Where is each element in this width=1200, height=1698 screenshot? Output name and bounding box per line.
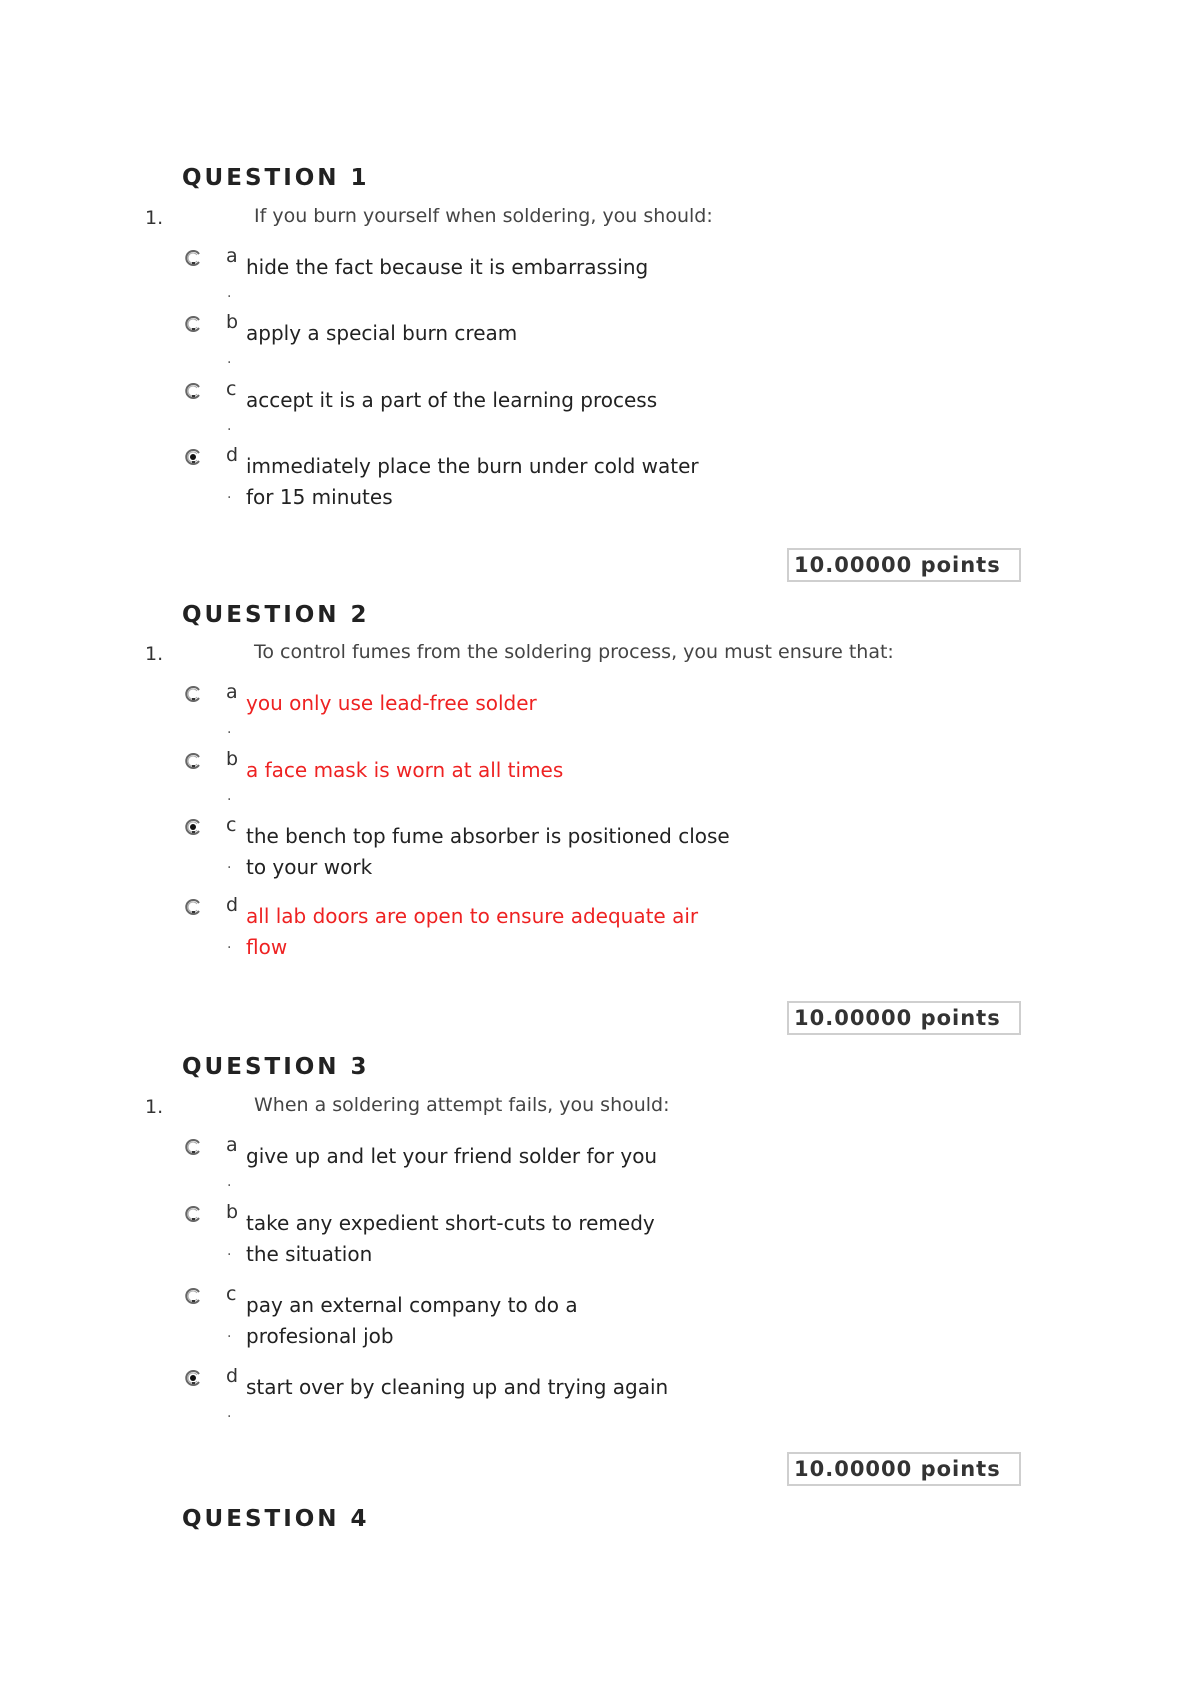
option-text: give up and let your friend solder for you xyxy=(246,1144,658,1168)
points-box: 10.00000 points xyxy=(787,548,1021,582)
question-1-number: 1. xyxy=(145,207,164,229)
radio-button-icon[interactable] xyxy=(184,898,202,916)
question-1-option-d[interactable] xyxy=(184,444,884,511)
radio-selected-icon[interactable] xyxy=(184,448,202,466)
question-3-option-c[interactable] xyxy=(184,1283,884,1350)
option-letter: d xyxy=(226,444,239,466)
question-3-option-a[interactable] xyxy=(184,1134,884,1201)
option-dot: · xyxy=(227,289,232,305)
points-box: 10.00000 points xyxy=(787,1452,1021,1486)
option-letter: b xyxy=(226,748,239,770)
option-dot: · xyxy=(227,1329,232,1345)
question-1-heading: QUESTION 1 xyxy=(182,165,370,191)
radio-button-icon[interactable] xyxy=(184,249,202,267)
radio-button-icon[interactable] xyxy=(184,752,202,770)
question-3-text: When a soldering attempt fails, you should: xyxy=(254,1094,670,1116)
radio-button-icon[interactable] xyxy=(184,1138,202,1156)
radio-button-icon[interactable] xyxy=(184,315,202,333)
option-dot: · xyxy=(227,860,232,876)
question-3-heading: QUESTION 3 xyxy=(182,1054,370,1080)
option-text: hide the fact because it is embarrassing xyxy=(246,255,649,279)
question-1-option-c[interactable] xyxy=(184,378,884,445)
option-letter: a xyxy=(226,681,238,703)
option-letter: a xyxy=(226,245,238,267)
question-2-text: To control fumes from the soldering process, you must ensure that: xyxy=(254,641,894,663)
radio-button-icon[interactable] xyxy=(184,1287,202,1305)
option-text: you only use lead-free solder xyxy=(246,691,537,715)
option-text: a face mask is worn at all times xyxy=(246,758,564,782)
option-text: pay an external company to do a profesional job xyxy=(246,1293,578,1348)
option-letter: b xyxy=(226,1201,239,1223)
option-letter: b xyxy=(226,311,239,333)
option-dot: · xyxy=(227,1178,232,1194)
radio-selected-icon[interactable] xyxy=(184,818,202,836)
radio-selected-icon[interactable] xyxy=(184,1369,202,1387)
option-dot: · xyxy=(227,355,232,371)
option-text: all lab doors are open to ensure adequate air flow xyxy=(246,904,699,959)
option-dot: · xyxy=(227,940,232,956)
question-2-option-c[interactable] xyxy=(184,814,884,881)
points-box: 10.00000 points xyxy=(787,1001,1021,1035)
option-letter: d xyxy=(226,894,239,916)
option-letter: d xyxy=(226,1365,239,1387)
option-dot: · xyxy=(227,1409,232,1425)
question-1-text: If you burn yourself when soldering, you should: xyxy=(254,205,713,227)
option-dot: · xyxy=(227,490,232,506)
question-1-option-b[interactable] xyxy=(184,311,884,378)
option-dot: · xyxy=(227,725,232,741)
radio-button-icon[interactable] xyxy=(184,1205,202,1223)
question-2-option-d[interactable] xyxy=(184,894,884,961)
question-3-option-d[interactable] xyxy=(184,1365,884,1432)
option-letter: c xyxy=(226,378,237,400)
radio-button-icon[interactable] xyxy=(184,382,202,400)
radio-button-icon[interactable] xyxy=(184,685,202,703)
question-2-number: 1. xyxy=(145,643,164,665)
question-2-heading: QUESTION 2 xyxy=(182,602,370,628)
question-3-number: 1. xyxy=(145,1096,164,1118)
question-1-option-a[interactable] xyxy=(184,245,884,312)
option-text: immediately place the burn under cold water for 15 minutes xyxy=(246,454,699,509)
question-2-option-a[interactable] xyxy=(184,681,884,748)
option-dot: · xyxy=(227,422,232,438)
option-text: the bench top fume absorber is positioned close to your work xyxy=(246,824,730,879)
question-2-option-b[interactable] xyxy=(184,748,884,815)
option-letter: a xyxy=(226,1134,238,1156)
option-text: take any expedient short-cuts to remedy the situation xyxy=(246,1211,655,1266)
option-dot: · xyxy=(227,1247,232,1263)
option-text: start over by cleaning up and trying again xyxy=(246,1375,669,1399)
option-text: accept it is a part of the learning process xyxy=(246,388,658,412)
question-4-heading: QUESTION 4 xyxy=(182,1506,370,1532)
option-letter: c xyxy=(226,814,237,836)
question-3-option-b[interactable] xyxy=(184,1201,884,1268)
option-letter: c xyxy=(226,1283,237,1305)
option-text: apply a special burn cream xyxy=(246,321,518,345)
option-dot: · xyxy=(227,792,232,808)
